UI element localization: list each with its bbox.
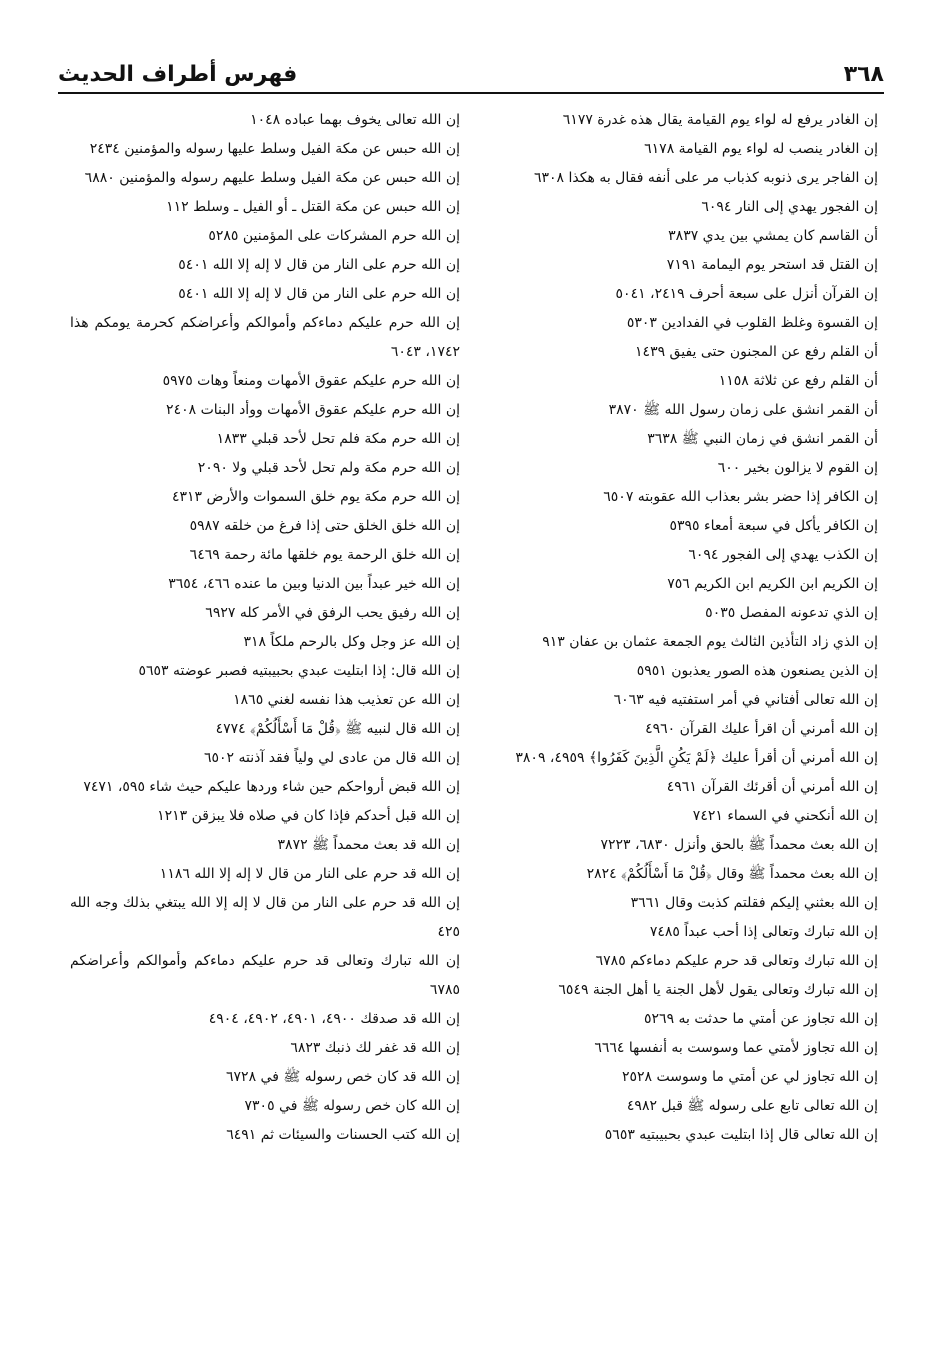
index-column-left	[70, 106, 460, 1150]
index-entry: إن الله حبس عن مكة الفيل وسلط عليهم رسوله والمؤمنين ٦٨٨٠	[84, 170, 460, 186]
index-entry: إن الله قد كان خص رسوله ﷺ في ٦٧٢٨	[226, 1069, 460, 1085]
index-entry: أن القمر انشق في زمان النبي ﷺ ٣٦٣٨	[647, 431, 878, 447]
index-entry: إن الله تعالى قال إذا ابتليت عبدي بحبيبتيه ٥٦٥٣	[604, 1127, 878, 1143]
index-entry: إن الله تعالى تابع على رسوله ﷺ قبل ٤٩٨٢	[626, 1098, 878, 1114]
index-entry: إن الله حرم على النار من قال لا إله إلا الله ٥٤٠١	[178, 286, 460, 302]
index-entry: إن الذي زاد التأذين الثالث يوم الجمعة عثمان بن عفان ٩١٣	[542, 634, 878, 650]
index-entry: إن الله حبس عن مكة القتل ـ أو الفيل ـ وسلط ١١٢	[166, 199, 460, 215]
index-entry: إن الله أنكحني في السماء ٧٤٢١	[692, 808, 878, 824]
index-entry: إن الفجور يهدي إلى النار ٦٠٩٤	[701, 199, 878, 215]
index-entry: إن الله أمرني أن اقرأ عليك القرآن ٤٩٦٠	[645, 721, 878, 737]
index-entry: إن الكافر إذا حضر بشر بعذاب الله عقوبته ٦٥٠٧	[603, 489, 878, 505]
running-title: فهرس أطراف الحديث	[58, 62, 298, 87]
index-entry: إن الكافر يأكل في سبعة أمعاء ٥٣٩٥	[669, 518, 878, 534]
index-entry: إن الله تعالى يخوف بهما عباده ١٠٤٨	[250, 112, 460, 128]
index-entry: إن القرآن أنزل على سبعة أحرف ٢٤١٩، ٥٠٤١	[615, 286, 878, 302]
index-entry: إن الكريم ابن الكريم ابن الكريم ٧٥٦	[667, 576, 878, 592]
index-entry: إن الله حبس عن مكة الفيل وسلط عليها رسوله والمؤمنين ٢٤٣٤	[89, 141, 460, 157]
index-entry: إن الذي تدعونه المفصل ٥٠٣٥	[705, 605, 878, 621]
index-column-right	[498, 106, 878, 1150]
index-entry: إن الله خلق الرحمة يوم خلقها مائة رحمة ٦٤٦٩	[189, 547, 460, 563]
index-entry: إن الله قد بعث محمداً ﷺ ٣٨٧٢	[277, 837, 460, 853]
index-entry: إن الله أمرني أن أقرأ عليك ﴿لَمْ يَكُنِ الَّذِينَ كَفَرُوا﴾ ٤٩٥٩، ٣٨٠٩	[515, 750, 878, 766]
index-entry: إن الله تبارك وتعالى قد حرم عليكم دماءكم وأموالكم وأعراضكم ٦٧٨٥	[70, 953, 460, 998]
index-entry: أن القلم رفع عن ثلاثة ١١٥٨	[718, 373, 878, 389]
index-entry: إن الذين يصنعون هذه الصور يعذبون ٥٩٥١	[636, 663, 878, 679]
index-entry: إن الله تجاوز لأمتي عما وسوست به أنفسها ٦٦٦٤	[594, 1040, 878, 1056]
index-entry: إن القتل قد استحر يوم اليمامة ٧١٩١	[666, 257, 878, 273]
index-entry: إن الله أمرني أن أقرئك القرآن ٤٩٦١	[666, 779, 878, 795]
index-entry: إن الله قد حرم على النار من قال لا إله إلا الله يبتغي بذلك وجه الله ٤٢٥	[70, 895, 460, 940]
index-entry: إن الكذب يهدي إلى الفجور ٦٠٩٤	[688, 547, 878, 563]
index-entry: إن الله قال من عادى لي ولياً فقد آذنته ٦٥٠٢	[203, 750, 460, 766]
index-entry: إن الله حرم مكة يوم خلق السموات والأرض ٤٣١٣	[171, 489, 460, 505]
index-entry: إن الله حرم مكة فلم تحل لأحد قبلي ١٨٣٣	[216, 431, 460, 447]
index-entry: إن الله تبارك وتعالى إذا أحب عبداً ٧٤٨٥	[649, 924, 878, 940]
index-entry: إن الله رفيق يحب الرفق في الأمر كله ٦٩٢٧	[205, 605, 460, 621]
index-entry: إن الله تبارك وتعالى يقول لأهل الجنة يا أهل الجنة ٦٥٤٩	[558, 982, 878, 998]
index-entry: إن الله حرم عليكم عقوق الأمهات ومنعاً وهات ٥٩٧٥	[162, 373, 460, 389]
index-entry: إن الله تجاوز عن أمتي ما حدثت به ٥٢٦٩	[644, 1011, 878, 1027]
index-entry: إن الفاجر يرى ذنوبه كذباب مر على أنفه فقال به هكذا ٦٣٠٨	[533, 170, 878, 186]
index-entry: إن الله حرم عليكم عقوق الأمهات ووأد البنات ٢٤٠٨	[166, 402, 460, 418]
index-entry: إن الله كتب الحسنات والسيئات ثم ٦٤٩١	[226, 1127, 460, 1143]
index-entry: إن الله قال: إذا ابتليت عبدي بحبيبتيه فصبر عوضته ٥٦٥٣	[138, 663, 460, 679]
index-entry: إن الله عز وجل وكل بالرحم ملكاً ٣١٨	[243, 634, 460, 650]
index-entry: إن الله تعالى أفتاني في أمر استفتيه فيه ٦٠٦٣	[613, 692, 878, 708]
index-entry: أن القلم رفع عن المجنون حتى يفيق ١٤٣٩	[635, 344, 878, 360]
index-entry: إن الغادر يرفع له لواء يوم القيامة يقال هذه غدرة ٦١٧٧	[562, 112, 878, 128]
index-entry: إن الله حرم عليكم دماءكم وأموالكم وأعراضكم كحرمة يومكم هذا ١٧٤٢، ٦٠٤٣	[70, 315, 460, 360]
header-rule	[58, 92, 884, 94]
index-entry: أن القمر انشق على زمان رسول الله ﷺ ٣٨٧٠	[608, 402, 878, 418]
index-entry: إن الله قبض أرواحكم حين شاء وردها عليكم حيث شاء ٥٩٥، ٧٤٧١	[83, 779, 460, 795]
index-entry: إن الله حرم على النار من قال لا إله إلا الله ٥٤٠١	[178, 257, 460, 273]
index-entry: إن الله كان خص رسوله ﷺ في ٧٣٠٥	[244, 1098, 460, 1114]
index-entry: إن الله قد غفر لك ذنبك ٦٨٢٣	[290, 1040, 460, 1056]
index-entry: إن الله بعث محمداً ﷺ وقال ﴿قُلْ مَا أَسْأَلُكُمْ﴾ ٢٨٢٤	[586, 866, 878, 882]
index-entry: أن القاسم كان يمشي بين يدي ٣٨٣٧	[668, 228, 878, 244]
index-entry: إن الله خلق الخلق حتى إذا فرغ من خلقه ٥٩٨٧	[189, 518, 460, 534]
index-entry: إن القسوة وغلظ القلوب في الفدادين ٥٣٠٣	[626, 315, 878, 331]
index-entry: إن الله خير عبداً بين الدنيا وبين ما عنده ٤٦٦، ٣٦٥٤	[168, 576, 460, 592]
index-entry: إن الله تبارك وتعالى قد حرم عليكم دماءكم ٦٧٨٥	[595, 953, 878, 969]
index-entry: إن الله بعث محمداً ﷺ بالحق وأنزل ٦٨٣٠، ٧٢٢٣	[600, 837, 878, 853]
index-entry: إن القوم لا يزالون بخير ٦٠٠	[717, 460, 878, 476]
index-entry: إن الله قال لنبيه ﷺ ﴿قُلْ مَا أَسْأَلُكُمْ﴾ ٤٧٧٤	[215, 721, 460, 737]
index-entry: إن الله عن تعذيب هذا نفسه لغني ١٨٦٥	[233, 692, 460, 708]
index-entry: إن الله قد صدقك ٤٩٠٠، ٤٩٠١، ٤٩٠٢، ٤٩٠٤	[208, 1011, 460, 1027]
index-entry: إن الغادر ينصب له لواء يوم القيامة ٦١٧٨	[644, 141, 878, 157]
index-entry: إن الله بعثني إليكم فقلتم كذبت وقال ٣٦٦١	[630, 895, 878, 911]
index-entry: إن الله تجاوز لي عن أمتي ما وسوست ٢٥٢٨	[621, 1069, 878, 1085]
index-entry: إن الله حرم مكة ولم تحل لأحد قبلي ولا ٢٠٩٠	[197, 460, 460, 476]
page-number: ٣٦٨	[843, 62, 884, 87]
index-entry: إن الله حرم المشركات على المؤمنين ٥٢٨٥	[208, 228, 460, 244]
page-header	[58, 52, 884, 90]
index-entry: إن الله قبل أحدكم فإذا كان في صلاه فلا يبزقن ١٢١٣	[157, 808, 460, 824]
index-entry: إن الله قد حرم على النار من قال لا إله إلا الله ١١٨٦	[159, 866, 460, 882]
